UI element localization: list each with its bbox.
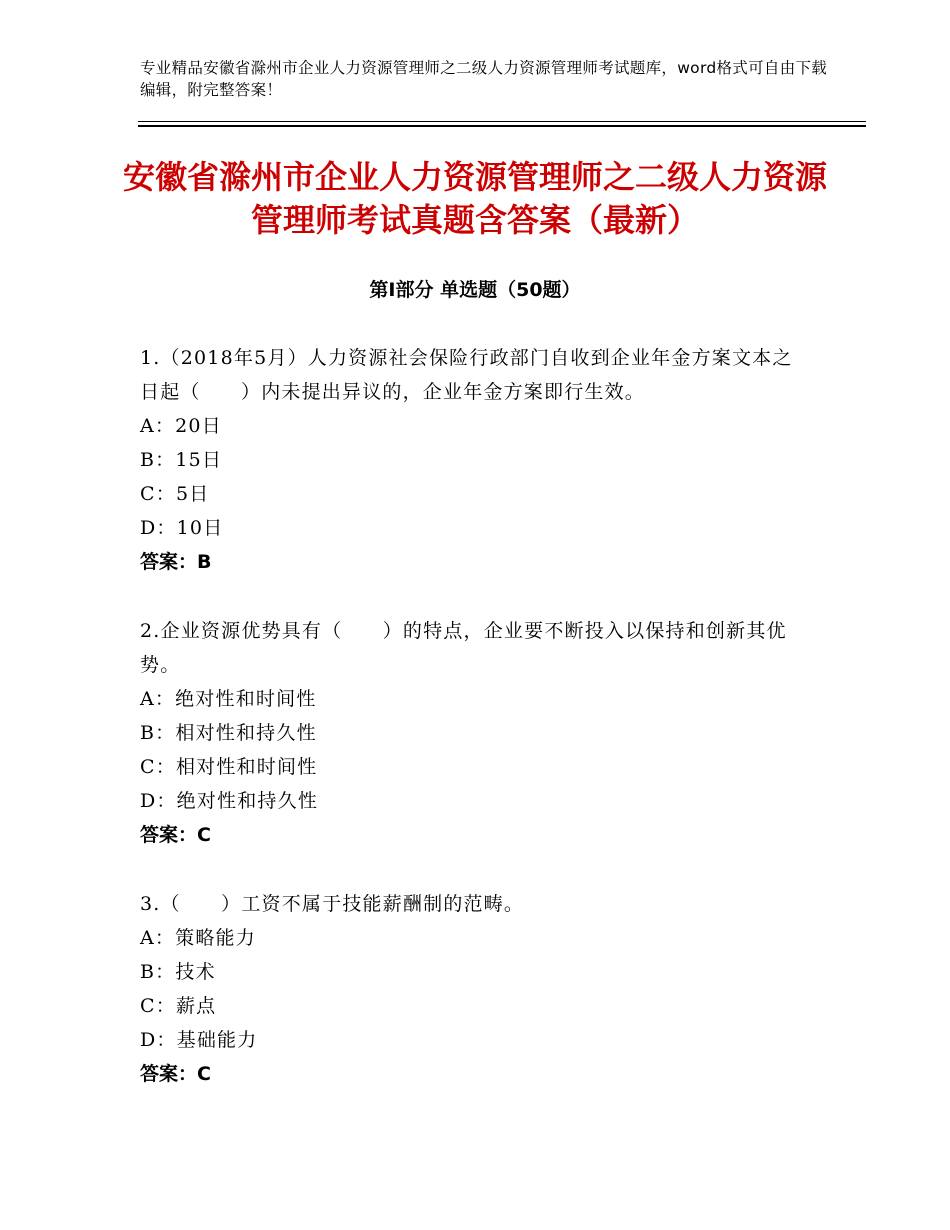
option-a: A：策略能力 — [140, 927, 256, 949]
section-heading: 第Ⅰ部分 单选题（50题） — [369, 279, 581, 301]
answer: 答案：C — [140, 824, 211, 846]
option-d: D：10日 — [140, 517, 224, 539]
option-b: B：15日 — [140, 449, 223, 471]
option-d: D：基础能力 — [140, 1029, 258, 1051]
document-title: 安徽省滁州市企业人力资源管理师之二级人力资源管理师考试真题含答案（最新） — [122, 158, 827, 239]
question-stem: 3.（ ）工资不属于技能薪酬制的范畴。 — [140, 893, 525, 915]
question-stem: 1.（2018年5月）人力资源社会保险行政部门自收到企业年金方案文本之日起（ ）内未提出异议的，企业年金方案即行生效。 — [140, 347, 793, 403]
option-b: B：相对性和持久性 — [140, 722, 317, 744]
header-divider-thin — [138, 121, 866, 122]
header-divider-thick — [138, 125, 866, 127]
answer: 答案：C — [140, 1063, 211, 1085]
option-c: C：薪点 — [140, 995, 217, 1017]
option-d: D：绝对性和持久性 — [140, 790, 319, 812]
question-1 — [140, 341, 810, 579]
question-stem: 2.企业资源优势具有（ ）的特点，企业要不断投入以保持和创新其优势。 — [140, 620, 787, 676]
answer: 答案：B — [140, 551, 212, 573]
option-a: A：20日 — [140, 415, 222, 437]
question-3 — [140, 887, 810, 1091]
option-b: B：技术 — [140, 961, 216, 983]
header-note: 专业精品安徽省滁州市企业人力资源管理师之二级人力资源管理师考试题库，word格式可自由下载编辑，附完整答案！ — [140, 59, 828, 99]
option-c: C：相对性和时间性 — [140, 756, 318, 778]
option-a: A：绝对性和时间性 — [140, 688, 317, 710]
option-c: C：5日 — [140, 483, 210, 505]
question-2 — [140, 614, 810, 852]
